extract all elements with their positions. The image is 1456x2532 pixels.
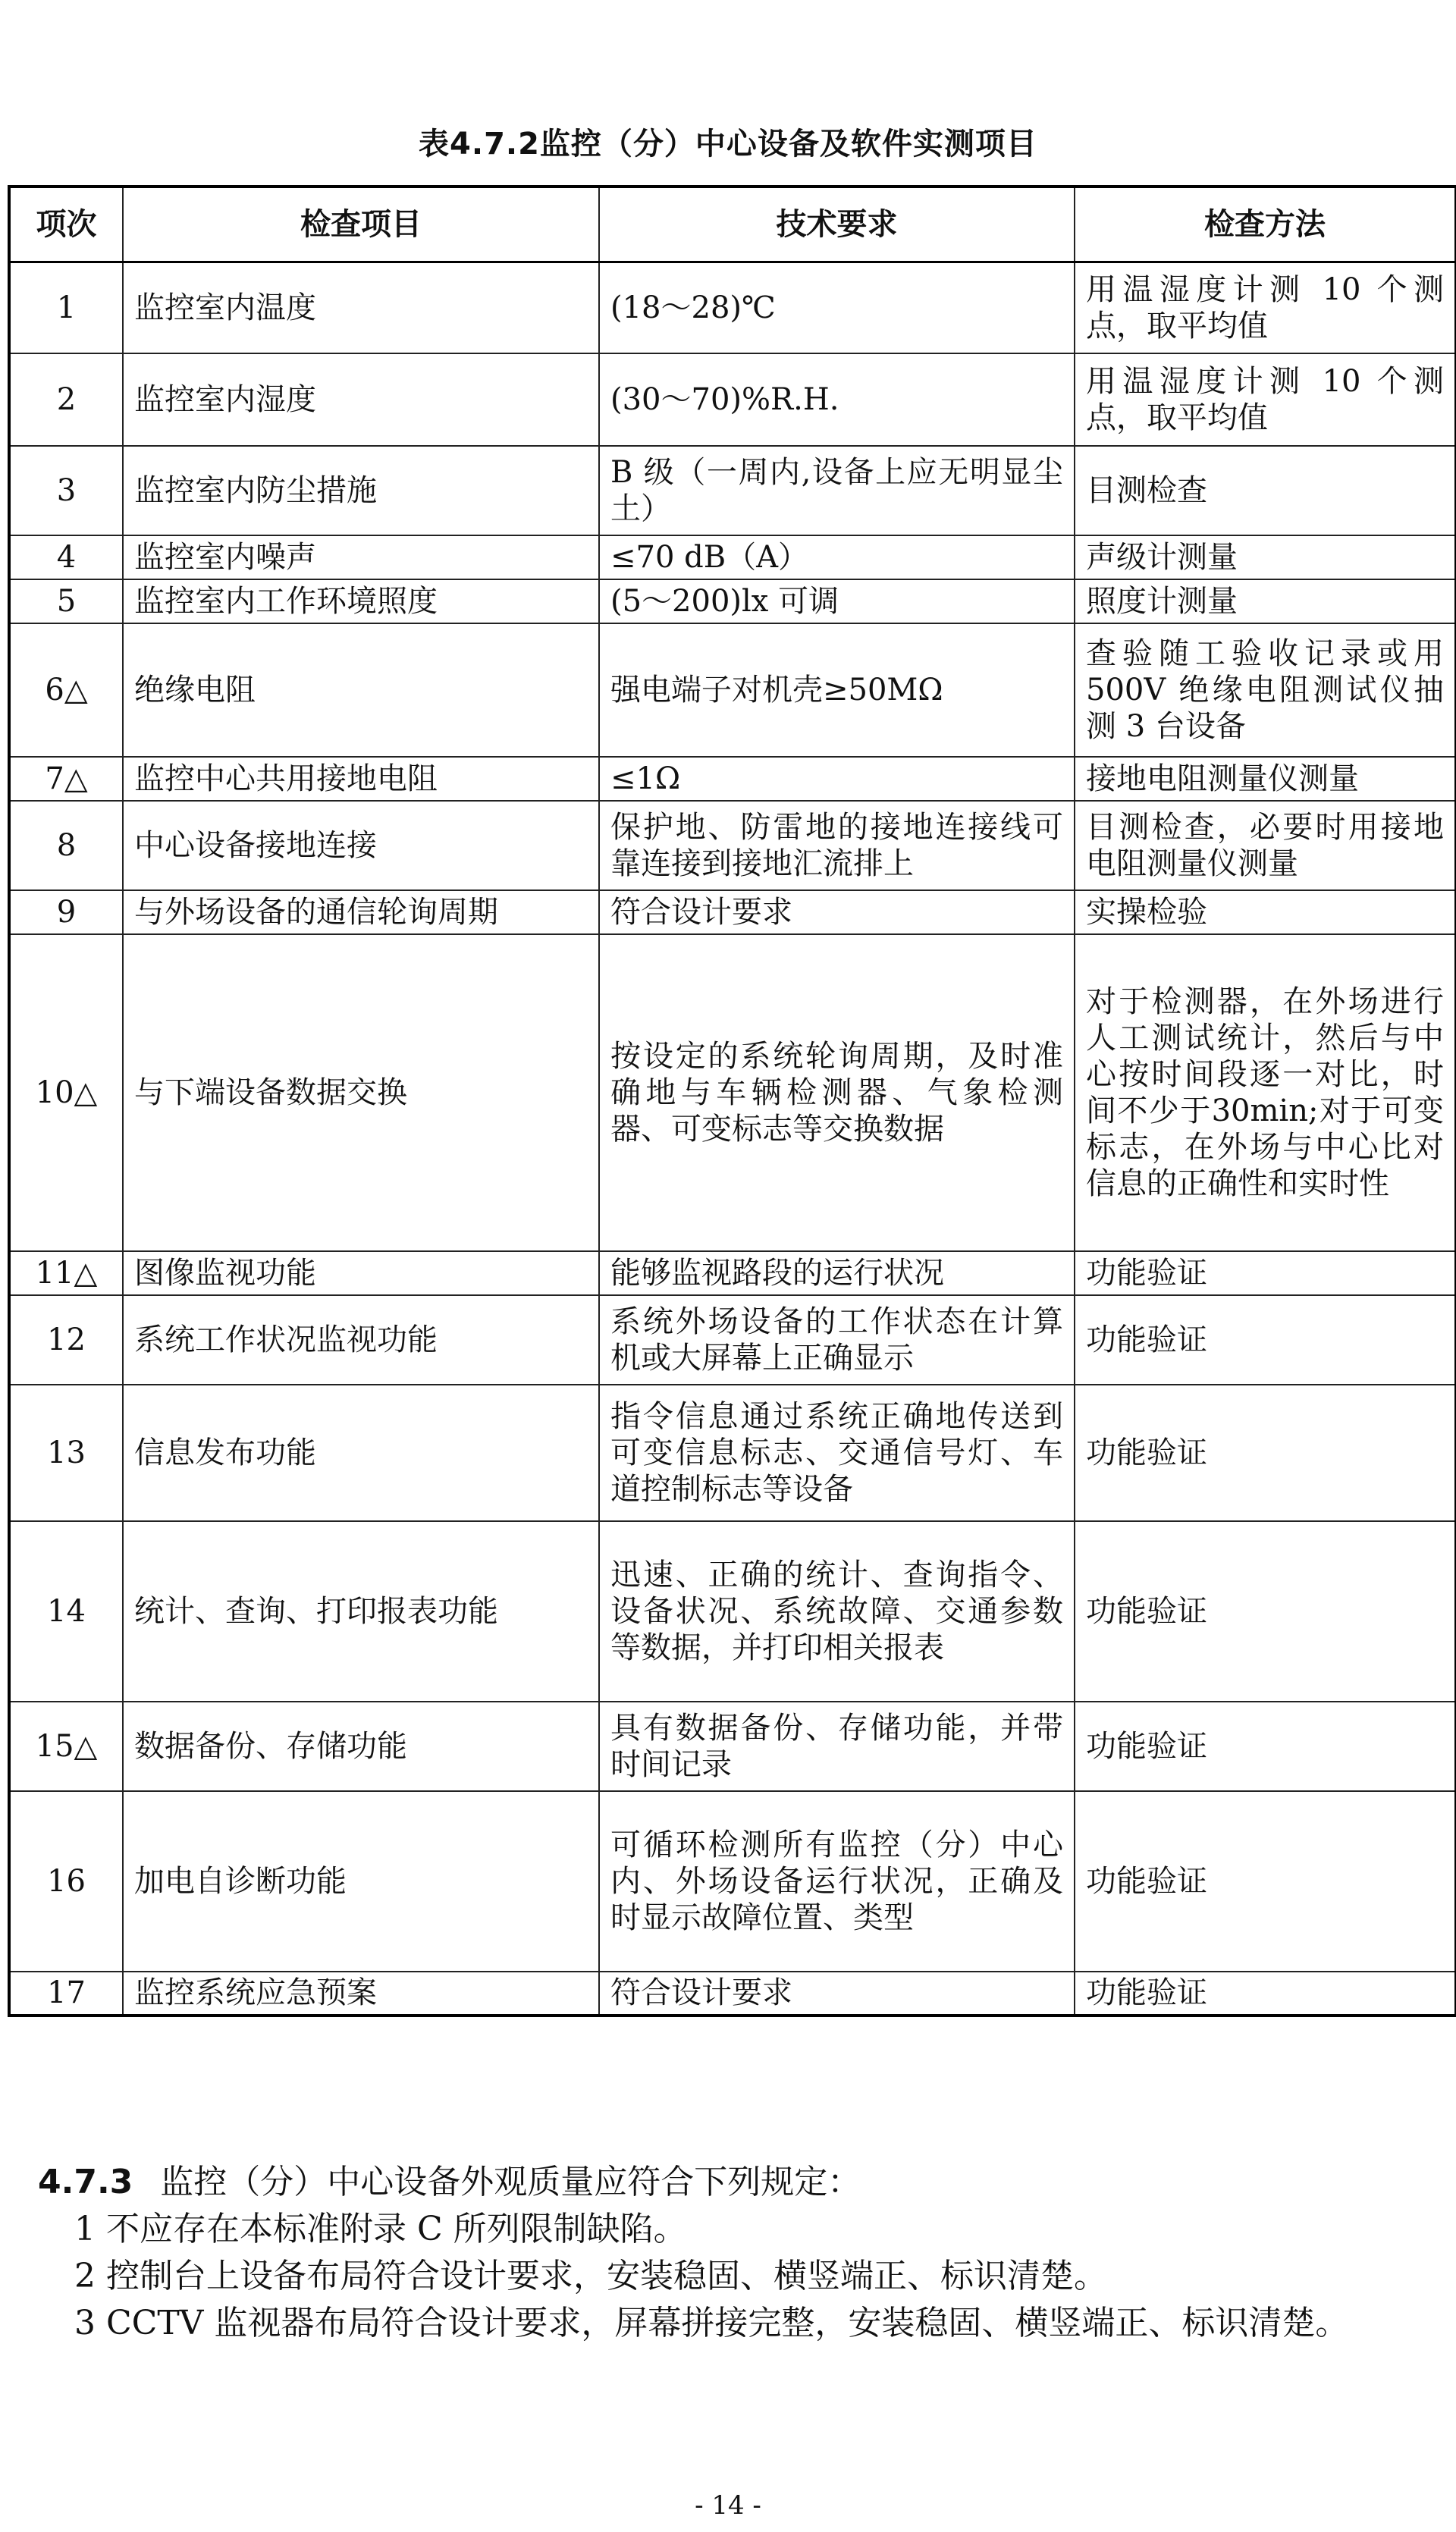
row-no: 11△ [9,1251,123,1295]
row-method: 用温湿度计测 10 个测点，取平均值 [1075,262,1456,353]
table-row [9,1972,1456,2016]
row-method: 功能验证 [1075,1251,1456,1295]
row-item: 监控室内湿度 [123,353,599,446]
row-requirement: 系统外场设备的工作状态在计算机或大屏幕上正确显示 [599,1295,1075,1385]
row-no: 13 [9,1385,123,1521]
table-row [9,934,1456,1251]
row-requirement: 具有数据备份、存储功能，并带时间记录 [599,1702,1075,1791]
row-method: 实操检验 [1075,890,1456,934]
row-item: 中心设备接地连接 [123,801,599,890]
row-no: 12 [9,1295,123,1385]
row-item: 加电自诊断功能 [123,1791,599,1972]
row-method: 功能验证 [1075,1521,1456,1702]
row-requirement: ≤70 dB（A） [599,535,1075,579]
row-method: 接地电阻测量仪测量 [1075,757,1456,801]
row-item: 绝缘电阻 [123,623,599,757]
row-method: 功能验证 [1075,1972,1456,2016]
row-no: 6△ [9,623,123,757]
row-no: 14 [9,1521,123,1702]
table-title: 表4.7.2监控（分）中心设备及软件实测项目 [419,127,1037,162]
header-method: 检查方法 [1075,187,1456,262]
table-row [9,1521,1456,1702]
row-no: 16 [9,1791,123,1972]
section-heading [38,2159,1426,2206]
table-row [9,1385,1456,1521]
row-requirement: 指令信息通过系统正确地传送到可变信息标志、交通信号灯、车道控制标志等设备 [599,1385,1075,1521]
row-no: 5 [9,579,123,623]
row-method: 对于检测器，在外场进行人工测试统计，然后与中心按时间段逐一对比，时间不少于30min;对于可变标志，在外场与中心比对信息的正确性和实时性 [1075,934,1456,1251]
row-no: 9 [9,890,123,934]
section-item-3: 3 CCTV 监视器布局符合设计要求，屏幕拼接完整，安装稳固、横竖端正、标识清楚。 [74,2304,1349,2342]
section-item-2: 2 控制台上设备布局符合设计要求，安装稳固、横竖端正、标识清楚。 [74,2257,1107,2295]
row-item: 监控室内温度 [123,262,599,353]
section-heading-text: 监控（分）中心设备外观质量应符合下列规定： [160,2163,861,2201]
table-row [9,353,1456,446]
section-item-1: 1 不应存在本标准附录 C 所列限制缺陷。 [74,2210,687,2248]
header-no: 项次 [9,187,123,262]
row-requirement: (18～28)℃ [599,262,1075,353]
row-requirement: 符合设计要求 [599,1972,1075,2016]
row-item: 图像监视功能 [123,1251,599,1295]
page-number: - 14 - [695,2490,761,2521]
inspection-table [8,185,1456,2017]
header-requirement: 技术要求 [599,187,1075,262]
row-no: 8 [9,801,123,890]
table-row [9,446,1456,535]
table-row [9,757,1456,801]
row-requirement: 保护地、防雷地的接地连接线可靠连接到接地汇流排上 [599,801,1075,890]
row-item: 监控室内噪声 [123,535,599,579]
row-no: 2 [9,353,123,446]
row-method: 功能验证 [1075,1791,1456,1972]
row-no: 3 [9,446,123,535]
row-requirement: (5～200)lx 可调 [599,579,1075,623]
row-requirement: 符合设计要求 [599,890,1075,934]
header-item: 检查项目 [123,187,599,262]
row-method: 功能验证 [1075,1702,1456,1791]
row-requirement: B 级（一周内,设备上应无明显尘土） [599,446,1075,535]
row-requirement: 迅速、正确的统计、查询指令、设备状况、系统故障、交通参数等数据，并打印相关报表 [599,1521,1075,1702]
row-no: 7△ [9,757,123,801]
row-item: 系统工作状况监视功能 [123,1295,599,1385]
row-item: 统计、查询、打印报表功能 [123,1521,599,1702]
row-item: 监控室内防尘措施 [123,446,599,535]
row-method: 查验随工验收记录或用 500V 绝缘电阻测试仪抽测 3 台设备 [1075,623,1456,757]
row-no: 15△ [9,1702,123,1791]
table-row [9,579,1456,623]
row-no: 4 [9,535,123,579]
table-row [9,1791,1456,1972]
table-row [9,535,1456,579]
row-method: 功能验证 [1075,1385,1456,1521]
row-method: 目测检查，必要时用接地电阻测量仪测量 [1075,801,1456,890]
table-row [9,262,1456,353]
table-row [9,1702,1456,1791]
row-requirement: 可循环检测所有监控（分）中心内、外场设备运行状况，正确及时显示故障位置、类型 [599,1791,1075,1972]
row-requirement: (30～70)%R.H. [599,353,1075,446]
row-no: 10△ [9,934,123,1251]
row-method: 目测检查 [1075,446,1456,535]
row-item: 与下端设备数据交换 [123,934,599,1251]
row-method: 功能验证 [1075,1295,1456,1385]
row-item: 与外场设备的通信轮询周期 [123,890,599,934]
row-method: 声级计测量 [1075,535,1456,579]
row-item: 监控室内工作环境照度 [123,579,599,623]
table-row [9,890,1456,934]
row-no: 17 [9,1972,123,2016]
row-requirement: 能够监视路段的运行状况 [599,1251,1075,1295]
table-row [9,801,1456,890]
row-requirement: 按设定的系统轮询周期，及时准确地与车辆检测器、气象检测器、可变标志等交换数据 [599,934,1075,1251]
row-item: 监控系统应急预案 [123,1972,599,2016]
table-row [9,1251,1456,1295]
row-method: 照度计测量 [1075,579,1456,623]
row-item: 信息发布功能 [123,1385,599,1521]
row-requirement: 强电端子对机壳≥50MΩ [599,623,1075,757]
row-item: 数据备份、存储功能 [123,1702,599,1791]
row-no: 1 [9,262,123,353]
row-requirement: ≤1Ω [599,757,1075,801]
section-number: 4.7.3 [38,2163,133,2201]
table-row [9,623,1456,757]
row-method: 用温湿度计测 10 个测点，取平均值 [1075,353,1456,446]
row-item: 监控中心共用接地电阻 [123,757,599,801]
table-row [9,1295,1456,1385]
table-header-row [9,187,1456,262]
